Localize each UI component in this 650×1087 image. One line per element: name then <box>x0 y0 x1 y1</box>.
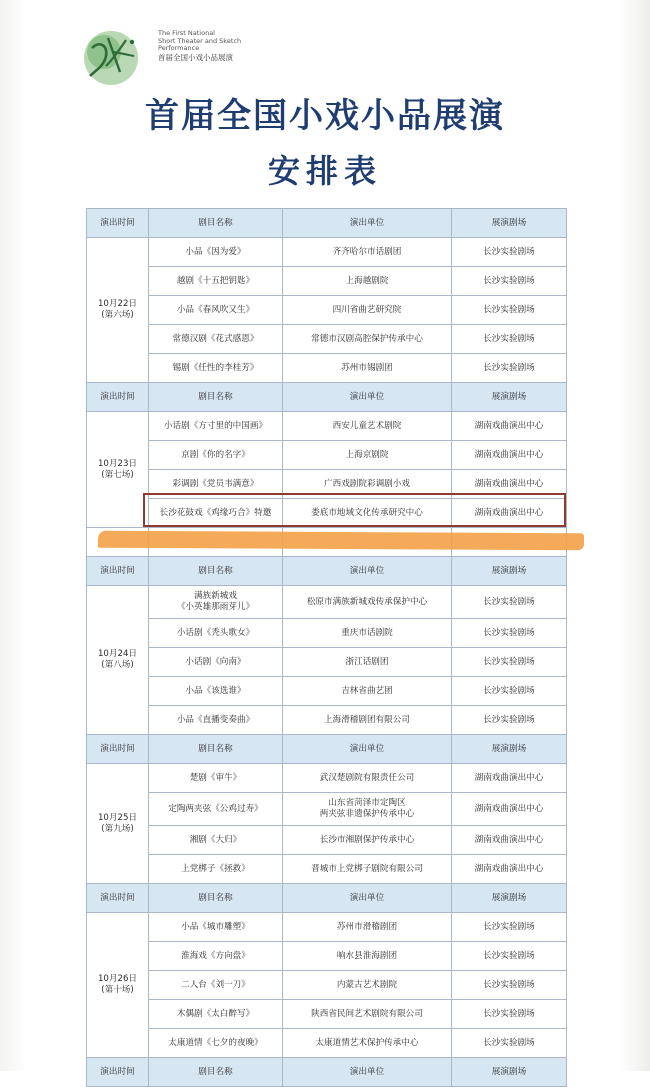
cell-name: 小话剧《秃头歌女》 <box>149 619 283 648</box>
header-cell-time: 演出时间 <box>87 383 149 412</box>
header-cell-venue: 展演剧场 <box>452 209 567 238</box>
cell-venue: 长沙实验剧场 <box>452 913 567 942</box>
cell-name: 太康道情《七夕的夜晚》 <box>149 1029 283 1058</box>
header-cell-name: 剧目名称 <box>149 383 283 412</box>
cell-venue: 长沙实验剧场 <box>452 677 567 706</box>
header-cell-name: 剧目名称 <box>149 884 283 913</box>
cell-venue: 湖南戏曲演出中心 <box>452 441 567 470</box>
cell-unit: 上海京剧院 <box>283 441 452 470</box>
cell-venue: 湖南戏曲演出中心 <box>452 855 567 884</box>
table-row <box>87 619 567 648</box>
cell-unit: 长沙市湘剧保护传承中心 <box>283 826 452 855</box>
table-row <box>87 793 567 826</box>
table-row <box>87 354 567 383</box>
cell-unit: 广西戏剧院彩调剧小戏 <box>283 470 452 499</box>
cell-venue: 长沙实验剧场 <box>452 586 567 619</box>
header-cell-time: 演出时间 <box>87 1058 149 1087</box>
cell-unit: 齐齐哈尔市话剧团 <box>283 238 452 267</box>
date-text: 10月24日 <box>97 649 138 659</box>
page-title: 首届全国小戏小品展演 <box>145 96 505 136</box>
table-row <box>87 325 567 354</box>
header-cell-name: 剧目名称 <box>149 1058 283 1087</box>
marker-stroke <box>98 531 584 551</box>
cell-name: 小品《直播变奏曲》 <box>149 706 283 735</box>
table-row <box>87 971 567 1000</box>
header-cell-time: 演出时间 <box>87 884 149 913</box>
table-row <box>87 826 567 855</box>
header-cell-name: 剧目名称 <box>149 557 283 586</box>
cell-name: 淮海戏《方向盘》 <box>149 942 283 971</box>
date-cell <box>87 238 149 383</box>
cell-name: 满族新城戏 《小英雄那雨芽儿》 <box>149 586 283 619</box>
cell-name: 木偶剧《太白醉写》 <box>149 1000 283 1029</box>
cell-venue: 长沙实验剧场 <box>452 267 567 296</box>
cell-venue: 湖南戏曲演出中心 <box>452 793 567 826</box>
logo-en-line: Short Theater and Sketch <box>158 36 242 45</box>
festival-logo <box>78 24 308 86</box>
page-subtitle: 安排表 <box>267 152 382 190</box>
cell-venue: 长沙实验剧场 <box>452 706 567 735</box>
table-row <box>87 677 567 706</box>
cell-name: 小品《因为爱》 <box>149 238 283 267</box>
cell-venue: 长沙实验剧场 <box>452 325 567 354</box>
table-row <box>87 238 567 267</box>
cell-venue: 长沙实验剧场 <box>452 296 567 325</box>
cell-unit: 重庆市话剧院 <box>283 619 452 648</box>
highlight-box <box>143 493 566 527</box>
cell-name: 小话剧《向南》 <box>149 648 283 677</box>
header-cell-time: 演出时间 <box>87 557 149 586</box>
schedule-table <box>86 208 567 1087</box>
cell-name: 京剧《你的名字》 <box>149 441 283 470</box>
table-row <box>87 942 567 971</box>
cell-unit: 上海越剧院 <box>283 267 452 296</box>
cell-unit: 太康道情艺术保护传承中心 <box>283 1029 452 1058</box>
cell-name: 定陶两夹弦《公鸡过寿》 <box>149 793 283 826</box>
cell-unit: 晋城市上党梆子剧院有限公司 <box>283 855 452 884</box>
cell-name: 彩调剧《党员韦满意》 <box>149 470 283 499</box>
cell-unit: 响水县淮海剧团 <box>283 942 452 971</box>
cell-unit: 四川省曲艺研究院 <box>283 296 452 325</box>
table-row <box>87 648 567 677</box>
cell-unit: 苏州市锡剧团 <box>283 354 452 383</box>
cell-name: 小品《该选谁》 <box>149 677 283 706</box>
cell-unit: 上海滑稽剧团有限公司 <box>283 706 452 735</box>
cell-unit: 武汉楚剧院有限责任公司 <box>283 764 452 793</box>
cell-name: 小品《城市雕塑》 <box>149 913 283 942</box>
cell-venue: 长沙实验剧场 <box>452 942 567 971</box>
header-cell-unit: 演出单位 <box>283 209 452 238</box>
logo-en-line: The First National <box>158 29 215 37</box>
cell-unit: 苏州市滑稽剧团 <box>283 913 452 942</box>
header-cell-venue: 展演剧场 <box>452 557 567 586</box>
table-row <box>87 913 567 942</box>
cell-name: 楚剧《审牛》 <box>149 764 283 793</box>
table-row <box>87 1029 567 1058</box>
xi-logo-icon <box>78 26 148 86</box>
cell-venue: 长沙实验剧场 <box>452 619 567 648</box>
cell-name: 湘剧《大归》 <box>149 826 283 855</box>
cell-venue: 湖南戏曲演出中心 <box>452 499 567 528</box>
table-row <box>87 764 567 793</box>
date-cell <box>87 913 149 1058</box>
header-cell-venue: 展演剧场 <box>452 735 567 764</box>
cell-unit: 山东省菏泽市定陶区 两夹弦非遗保护传承中心 <box>283 793 452 826</box>
header-cell-unit: 演出单位 <box>283 1058 452 1087</box>
session-text: (第七场) <box>101 469 134 480</box>
session-text: (第八场) <box>101 660 134 670</box>
cell-venue: 湖南戏曲演出中心 <box>452 764 567 793</box>
table-row <box>87 296 567 325</box>
cell-name: 小品《春风吹又生》 <box>149 296 283 325</box>
cell-name: 锡剧《任性的李桂芳》 <box>149 354 283 383</box>
table-header-row <box>87 735 567 764</box>
table-row <box>87 441 567 470</box>
table-header-row <box>87 1058 567 1087</box>
logo-en-line: Performance <box>158 44 200 52</box>
cell-venue: 湖南戏曲演出中心 <box>452 412 567 441</box>
table-header-row <box>87 884 567 913</box>
date-cell <box>87 586 149 735</box>
cell-venue: 湖南戏曲演出中心 <box>452 826 567 855</box>
cell-unit: 浙江话剧团 <box>283 648 452 677</box>
table-header-row <box>87 383 567 412</box>
cell-name: 常德汉剧《花式感恩》 <box>149 325 283 354</box>
cell-venue: 长沙实验剧场 <box>452 648 567 677</box>
header-cell-unit: 演出单位 <box>283 884 452 913</box>
cell-unit: 常德市汉剧高腔保护传承中心 <box>283 325 452 354</box>
cell-venue: 长沙实验剧场 <box>452 1000 567 1029</box>
header-cell-unit: 演出单位 <box>283 557 452 586</box>
date-cell <box>87 764 149 884</box>
header-cell-time: 演出时间 <box>87 209 149 238</box>
header-cell-name: 剧目名称 <box>149 735 283 764</box>
cell-unit: 松原市满族新城戏传承保护中心 <box>283 586 452 619</box>
header-cell-venue: 展演剧场 <box>452 1058 567 1087</box>
cell-venue: 长沙实验剧场 <box>452 1029 567 1058</box>
cell-unit: 西安儿童艺术剧院 <box>283 412 452 441</box>
session-text: (第九场) <box>101 823 134 834</box>
date-text: 10月25日 <box>97 812 138 823</box>
header-cell-time: 演出时间 <box>87 735 149 764</box>
header-cell-unit: 演出单位 <box>283 735 452 764</box>
logo-chinese-text: 首届全国小戏小品展演 <box>158 53 233 62</box>
cell-name: 上党梆子《拯救》 <box>149 855 283 884</box>
table-row <box>87 267 567 296</box>
session-text: (第十场) <box>101 985 134 995</box>
header-cell-unit: 演出单位 <box>283 383 452 412</box>
table-row <box>87 412 567 441</box>
header-cell-venue: 展演剧场 <box>452 884 567 913</box>
cell-unit: 吉林省曲艺团 <box>283 677 452 706</box>
session-text: (第六场) <box>101 310 134 320</box>
header-cell-name: 剧目名称 <box>149 209 283 238</box>
cell-unit: 内蒙古艺术剧院 <box>283 971 452 1000</box>
cell-name: 二人台《刘一刀》 <box>149 971 283 1000</box>
cell-venue: 湖南戏曲演出中心 <box>452 470 567 499</box>
header-cell-venue: 展演剧场 <box>452 383 567 412</box>
date-text: 10月22日 <box>97 299 138 309</box>
table-row <box>87 1000 567 1029</box>
table-row <box>87 706 567 735</box>
cell-unit: 娄底市地域文化传承研究中心 <box>283 499 452 528</box>
cell-venue: 长沙实验剧场 <box>452 354 567 383</box>
date-text: 10月23日 <box>97 458 138 469</box>
table-header-row <box>87 209 567 238</box>
cell-venue: 长沙实验剧场 <box>452 238 567 267</box>
cell-venue: 长沙实验剧场 <box>452 971 567 1000</box>
table-row <box>87 855 567 884</box>
cell-unit: 陕西省民间艺术剧院有限公司 <box>283 1000 452 1029</box>
cell-name: 越剧《十五把钥匙》 <box>149 267 283 296</box>
cell-name: 小话剧《方寸里的中国画》 <box>149 412 283 441</box>
date-text: 10月26日 <box>97 974 138 984</box>
table-header-row <box>87 557 567 586</box>
cell-name: 长沙花鼓戏《鸡缘巧合》特邀 <box>149 499 283 528</box>
date-cell <box>87 412 149 528</box>
logo-english-text <box>158 30 241 53</box>
table-row <box>87 586 567 619</box>
